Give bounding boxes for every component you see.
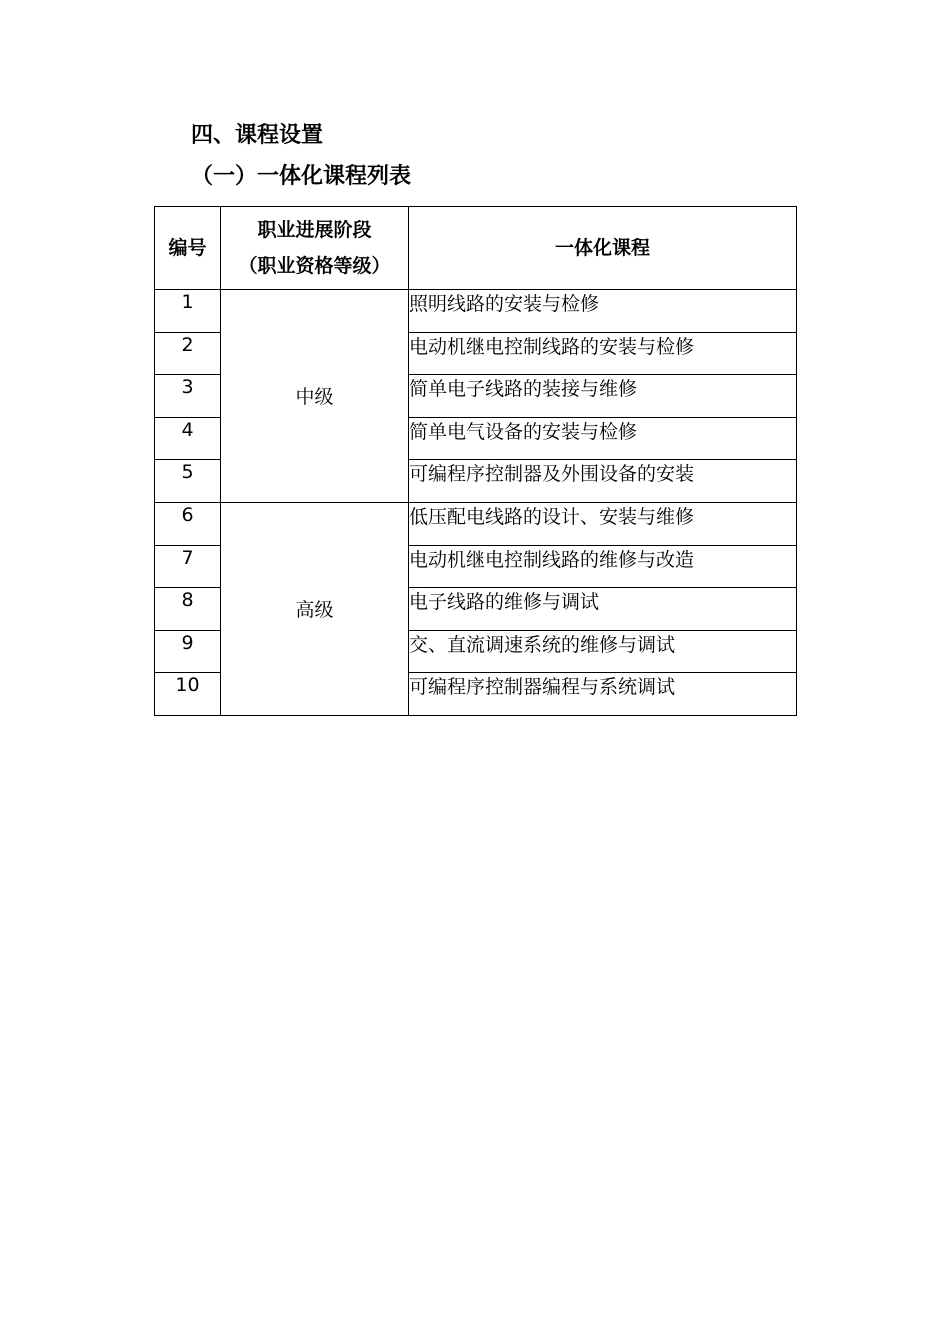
row-number: 2 <box>155 332 221 375</box>
course-name: 简单电子线路的装接与维修 <box>409 375 797 418</box>
level-cell-advanced: 高级 <box>221 502 409 715</box>
header-stage-line2: （职业资格等级） <box>238 255 391 277</box>
row-number: 9 <box>155 630 221 673</box>
row-number: 7 <box>155 545 221 588</box>
header-number: 编号 <box>155 207 221 290</box>
course-name: 照明线路的安装与检修 <box>409 290 797 333</box>
course-name: 低压配电线路的设计、安装与维修 <box>409 502 797 545</box>
row-number: 1 <box>155 290 221 333</box>
header-course: 一体化课程 <box>409 207 797 290</box>
row-number: 10 <box>155 673 221 716</box>
course-name: 电子线路的维修与调试 <box>409 588 797 631</box>
course-name: 简单电气设备的安装与检修 <box>409 417 797 460</box>
course-name: 电动机继电控制线路的维修与改造 <box>409 545 797 588</box>
subsection-title: （一）一体化课程列表 <box>191 164 412 189</box>
row-number: 8 <box>155 588 221 631</box>
row-number: 5 <box>155 460 221 503</box>
course-name: 可编程序控制器编程与系统调试 <box>409 673 797 716</box>
course-name: 电动机继电控制线路的安装与检修 <box>409 332 797 375</box>
header-stage <box>221 207 409 290</box>
row-number: 6 <box>155 502 221 545</box>
row-number: 4 <box>155 417 221 460</box>
table-row <box>155 502 797 545</box>
row-number: 3 <box>155 375 221 418</box>
course-name: 交、直流调速系统的维修与调试 <box>409 630 797 673</box>
table-header-row <box>155 207 797 290</box>
header-stage-line1: 职业进展阶段 <box>257 219 372 241</box>
course-table <box>154 206 797 716</box>
course-name: 可编程序控制器及外围设备的安装 <box>409 460 797 503</box>
level-cell-intermediate: 中级 <box>221 290 409 503</box>
table-row <box>155 290 797 333</box>
section-title: 四、课程设置 <box>191 123 324 148</box>
